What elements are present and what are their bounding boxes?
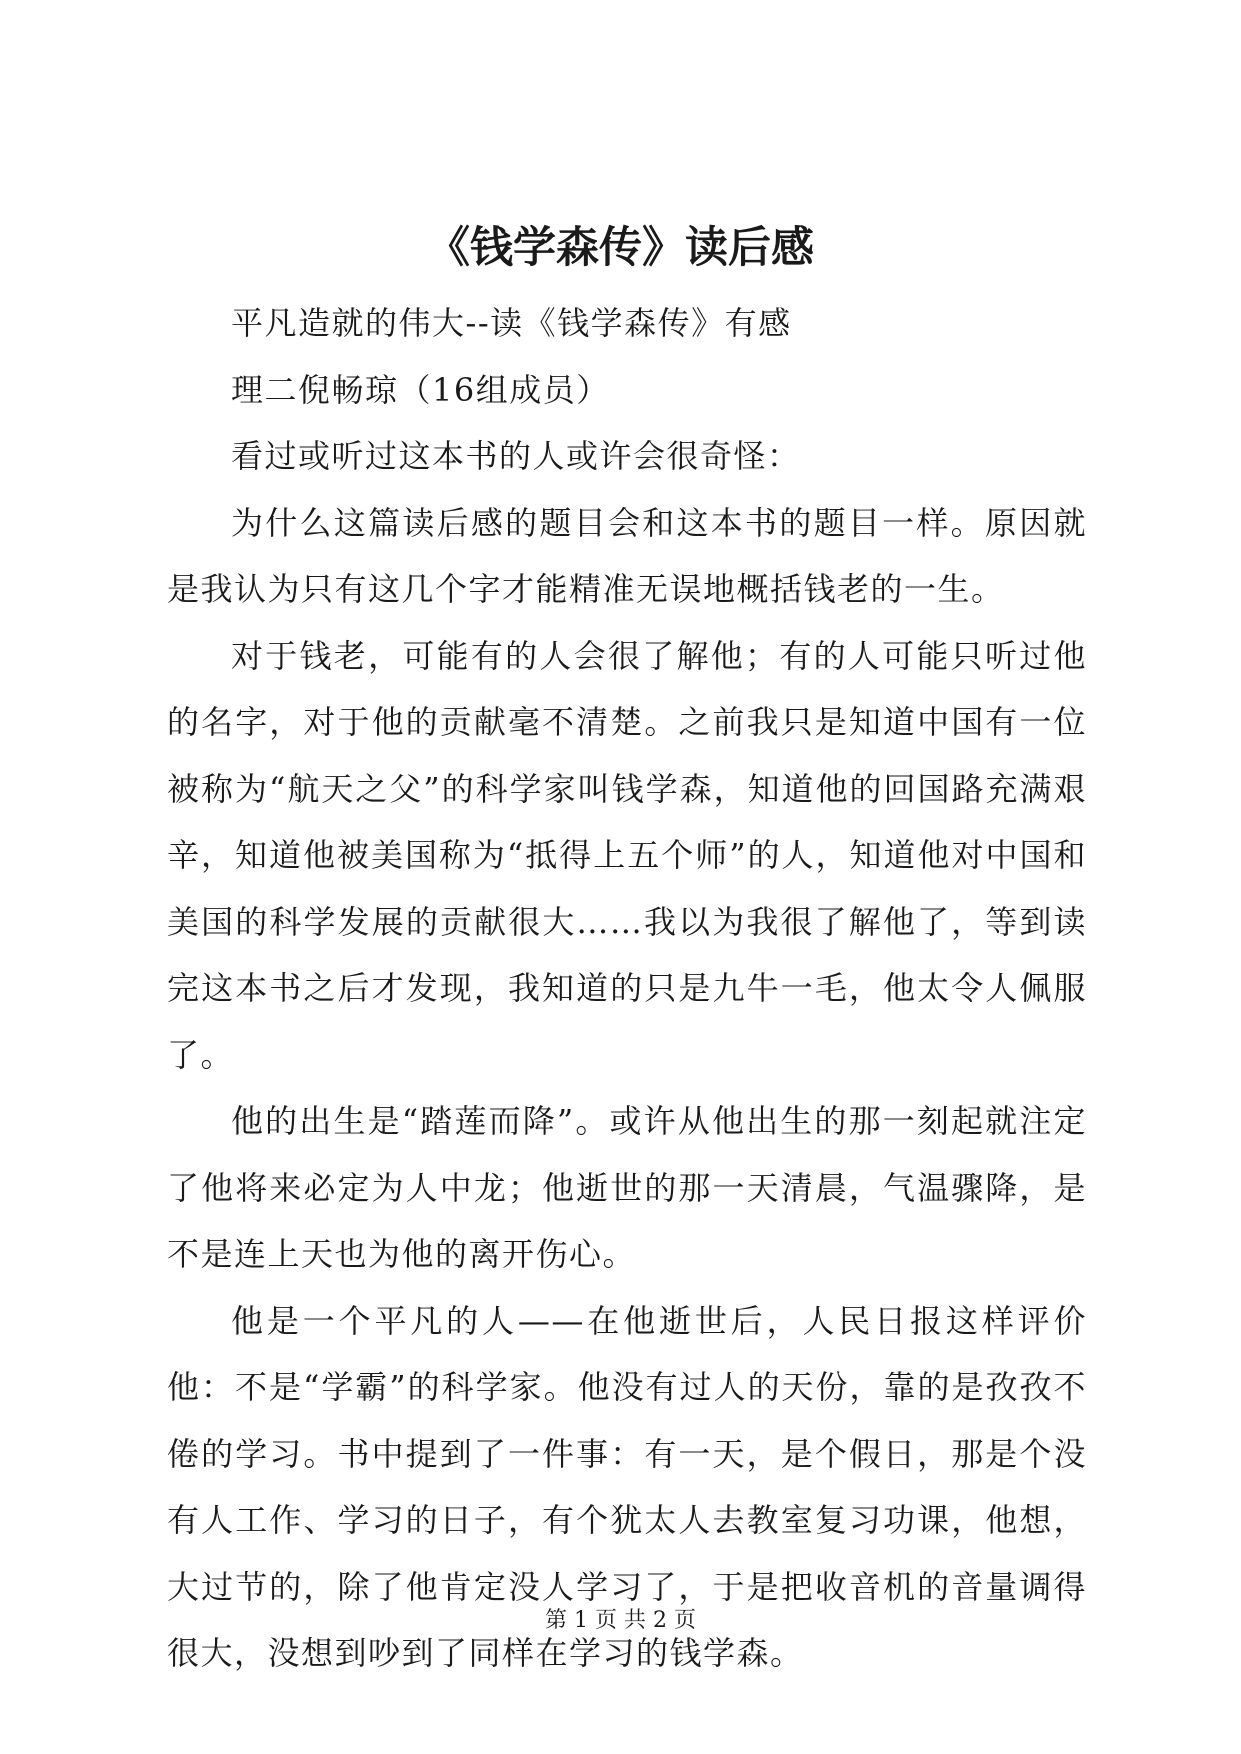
page-footer: 第 1 页 共 2 页 [545,1608,696,1633]
author-line: 理二倪畅琼（16组成员） [231,370,610,409]
document-title: 《钱学森传》读后感 [427,223,814,273]
body-paragraph: 看过或听过这本书的人或许会很奇怪： [231,437,801,475]
body-paragraph: 他是一个平凡的人——在他逝世后，人民日报这样评价他：不是“学霸”的科学家。他没有过人的天份，靠的是孜孜不倦的学习。书中提到了一件事：有一天，是个假日，那是个没有人工作、学习的日子，有个犹太人去教室复习功课，他想，大过节的，除了他肯定没人学习了，于是把收音机的音量调得很大，没想到吵到了同样在学习的钱学森。 [167,1301,1087,1672]
body-paragraph: 为什么这篇读后感的题目会和这本书的题目一样。原因就是我认为只有这几个字才能精准无误地概括钱老的一生。 [167,503,1087,608]
body-paragraph: 对于钱老，可能有的人会很了解他；有的人可能只听过他的名字，对于他的贡献毫不清楚。之前我只是知道中国有一位被称为“航天之父”的科学家叫钱学森，知道他的回国路充满艰辛，知道他被美国称为“抵得上五个师”的人，知道他对中国和美国的科学发展的贡献很大……我以为我很了解他了，等到读完这本书之后才发现，我知道的只是九牛一毛，他太令人佩服了。 [167,636,1087,1074]
subtitle-line: 平凡造就的伟大--读《钱学森传》有感 [231,304,792,342]
document-body [167,290,1087,1687]
body-paragraph: 他的出生是“踏莲而降”。或许从他出生的那一刻起就注定了他将来必定为人中龙；他逝世的那一天清晨，气温骤降，是不是连上天也为他的离开伤心。 [167,1102,1087,1273]
